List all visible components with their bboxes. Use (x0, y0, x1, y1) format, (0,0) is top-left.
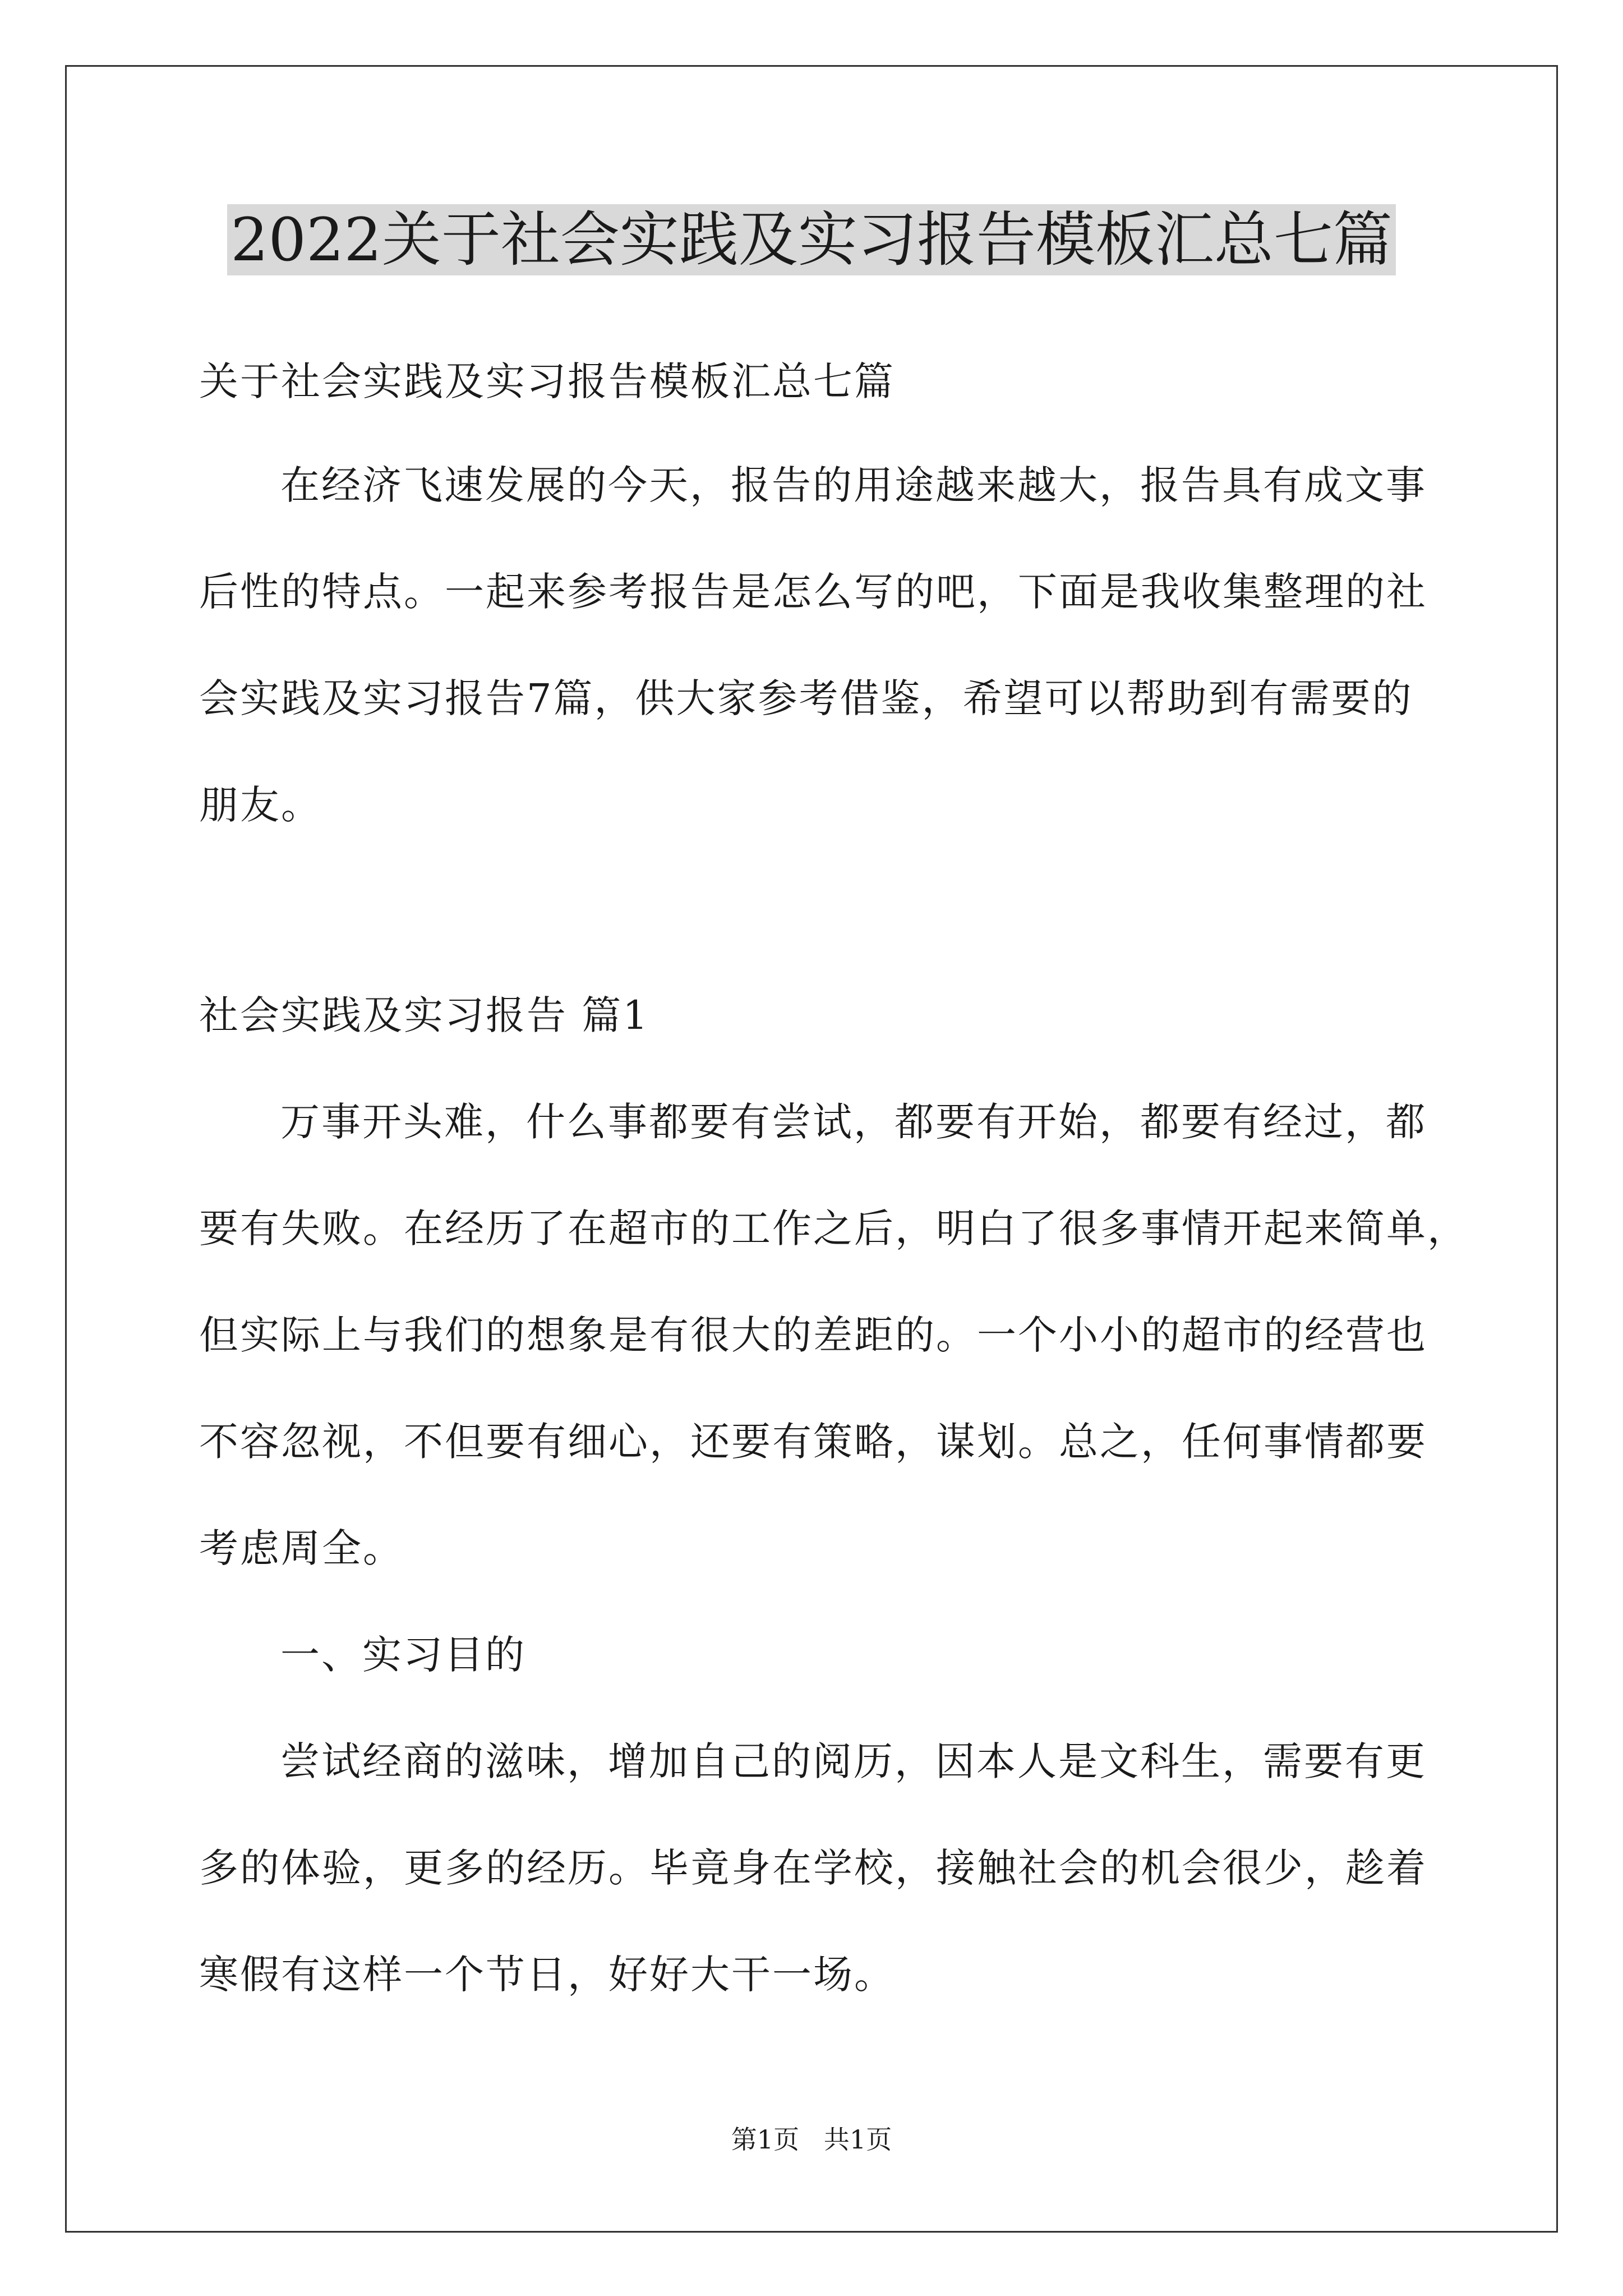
intro-line: 在经济飞速发展的今天，报告的用途越来越大，报告具有成文事 (280, 462, 1427, 508)
document-subtitle: 关于社会实践及实习报告模板汇总七篇 (199, 358, 895, 404)
section-paragraph-line: 考虑周全。 (199, 1525, 404, 1571)
intro-line: 朋友。 (199, 782, 322, 828)
section-heading: 社会实践及实习报告 篇1 (199, 992, 649, 1038)
section-paragraph-line: 但实际上与我们的想象是有很大的差距的。一个小小的超市的经营也 (199, 1312, 1427, 1358)
document-title-text: 2022关于社会实践及实习报告模板汇总七篇 (227, 204, 1396, 275)
section-paragraph-line: 要有失败。在经历了在超市的工作之后，明白了很多事情开起来简单， (199, 1205, 1468, 1251)
purpose-line: 多的体验，更多的经历。毕竟身在学校，接触社会的机会很少，趁着 (199, 1845, 1427, 1891)
purpose-line: 寒假有这样一个节日，好好大干一场。 (199, 1952, 895, 1998)
document-title (0, 201, 1623, 279)
intro-line: 会实践及实习报告7篇，供大家参考借鉴，希望可以帮助到有需要的 (199, 675, 1413, 721)
page-footer: 第1页 共1页 (731, 2124, 892, 2155)
section-paragraph-line: 万事开头难，什么事都要有尝试，都要有开始，都要有经过，都 (280, 1099, 1427, 1145)
purpose-line: 尝试经商的滋味，增加自己的阅历，因本人是文科生，需要有更 (280, 1738, 1427, 1784)
intro-line: 后性的特点。一起来参考报告是怎么写的吧，下面是我收集整理的社 (199, 569, 1427, 615)
subheading: 一、实习目的 (280, 1632, 526, 1678)
section-paragraph-line: 不容忽视，不但要有细心，还要有策略，谋划。总之，任何事情都要 (199, 1419, 1427, 1465)
